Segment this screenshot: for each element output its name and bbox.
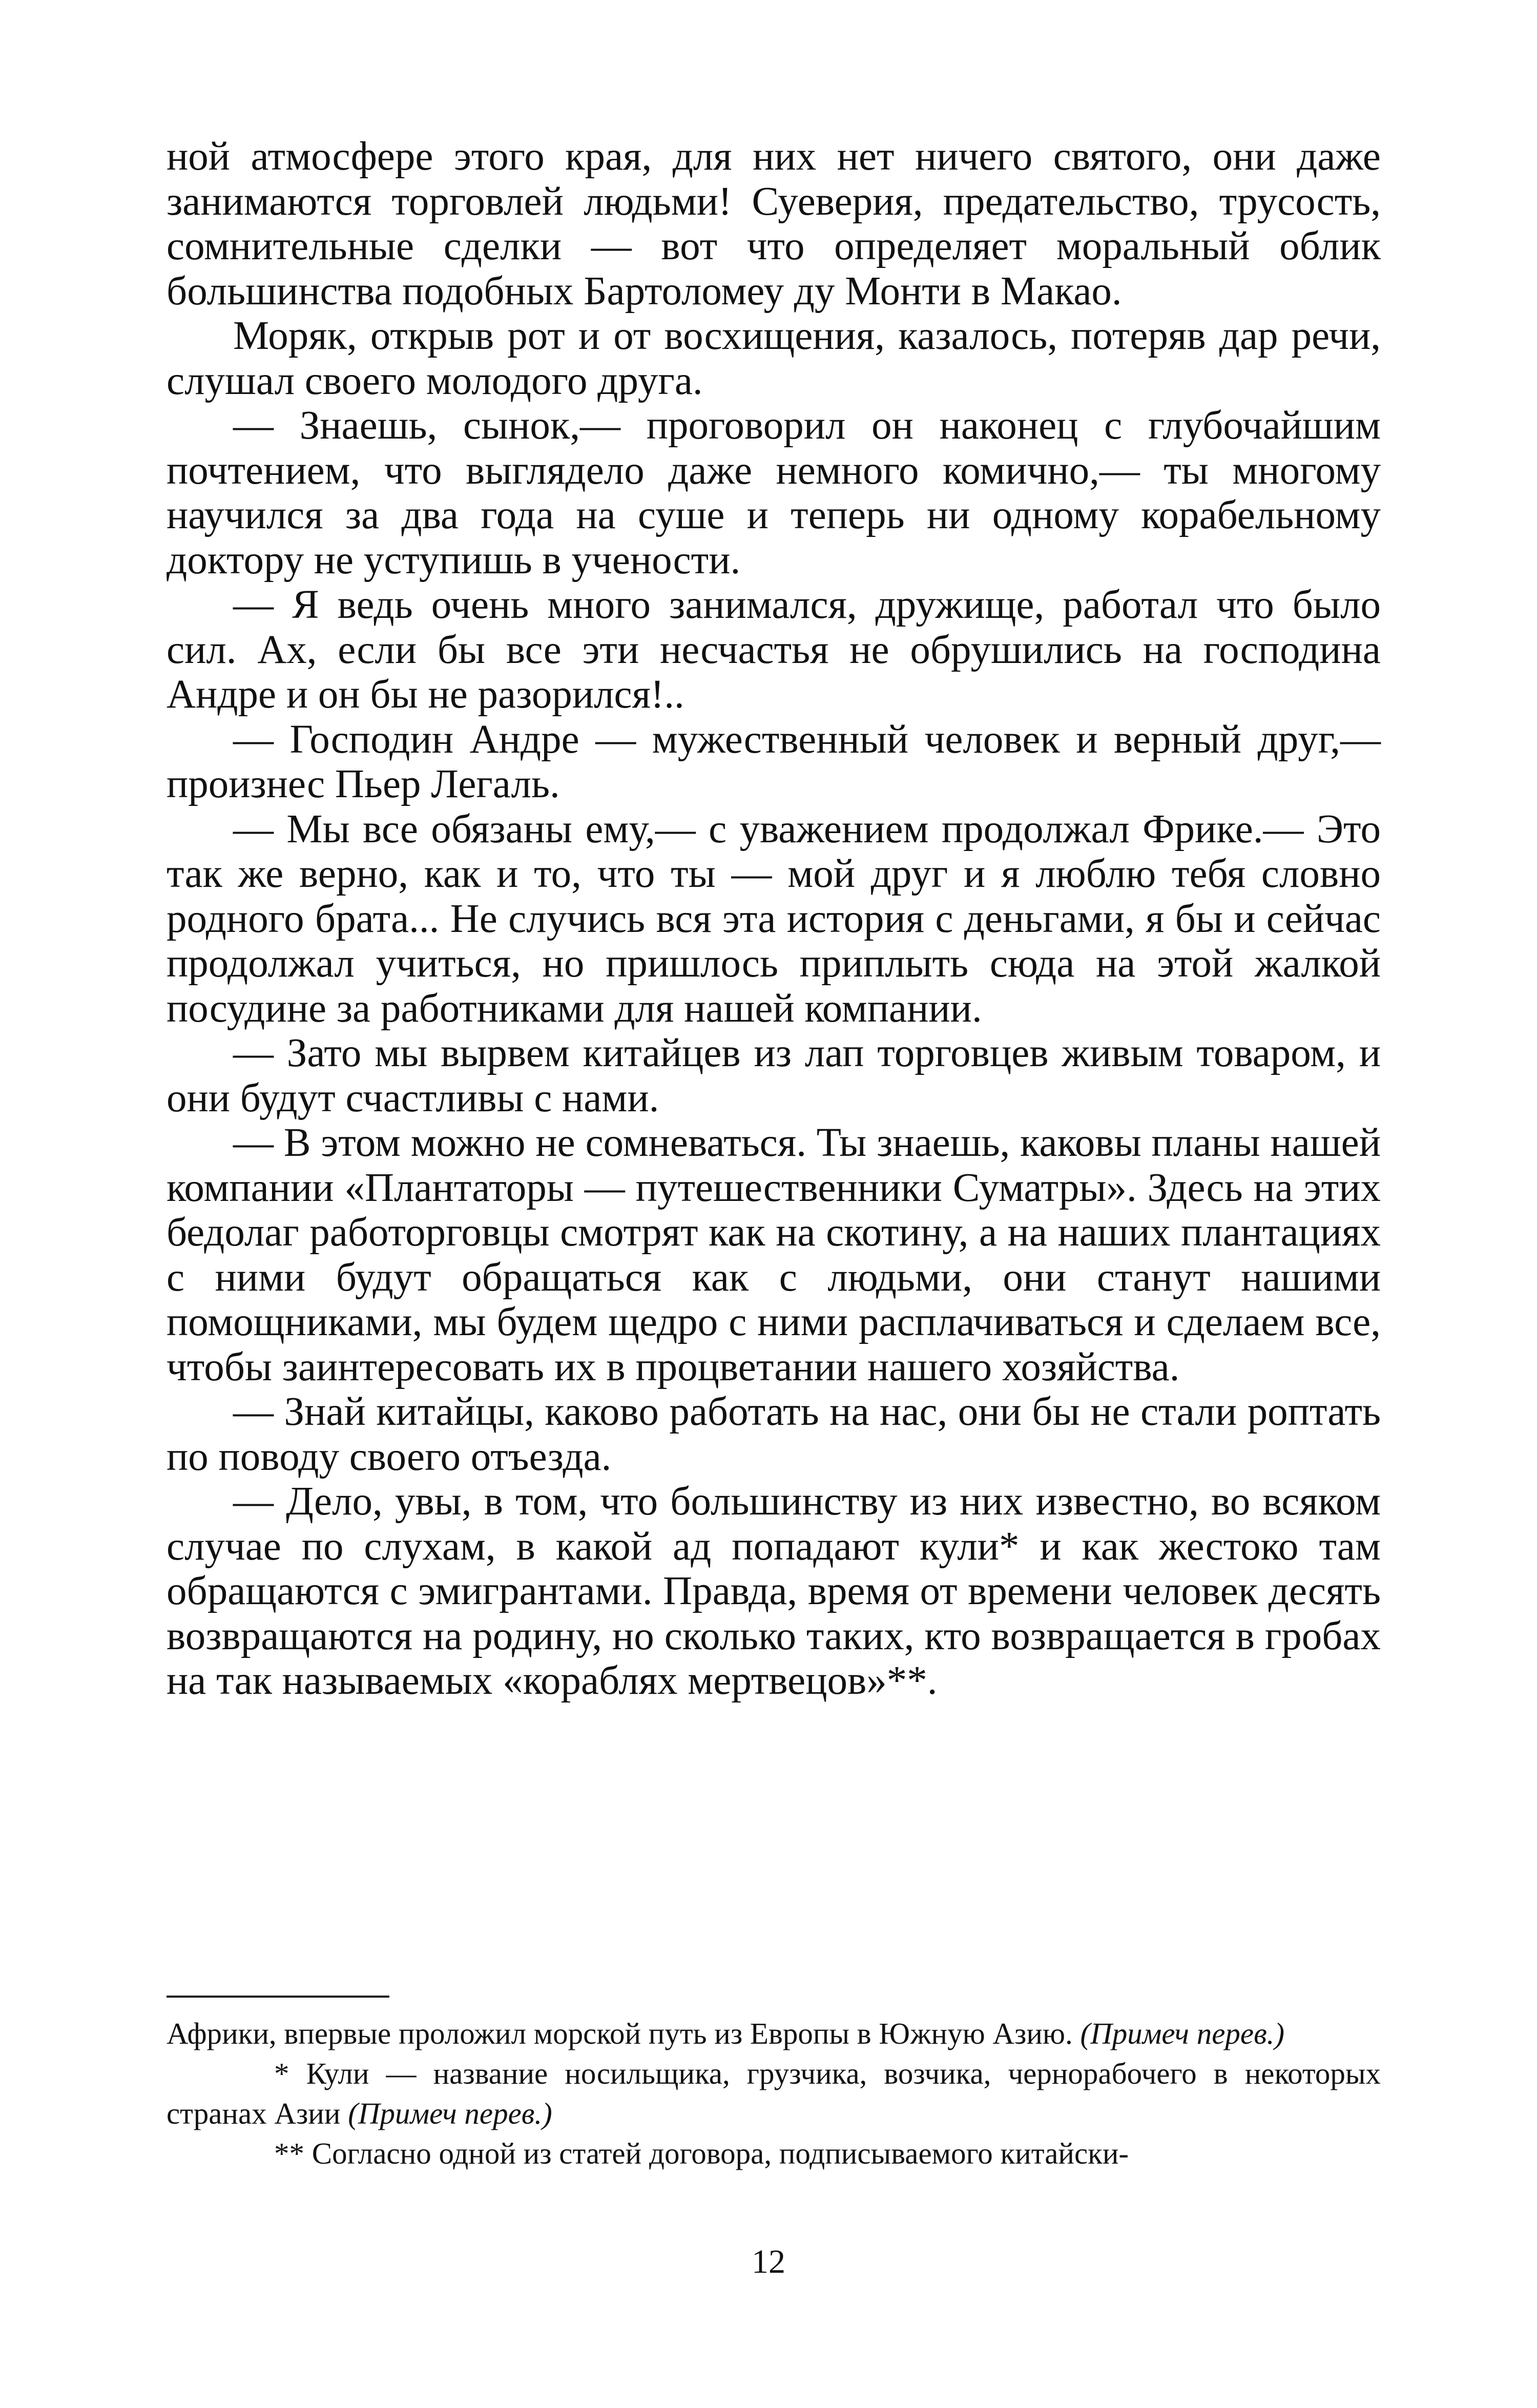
footnote-1-note: (Примеч перев.) [348, 2096, 552, 2130]
footnote-continuation [167, 2013, 1381, 2053]
paragraph-4: — Я ведь очень много занимался, дружище, работал что было сил. Ах, если бы все эти несчастья не обрушились на господина Андре и он бы не разорился!.. [167, 583, 1381, 717]
paragraph-8: — В этом можно не сомневаться. Ты знаешь, каковы планы нашей компании «Плантаторы — путешественники Суматры». Здесь на этих бедолаг работорговцы смотрят как на скотину, а на наших плантациях с ними будут обращаться как с людьми, они станут нашими помощниками, мы будем щедро с ними расплачиваться и сделаем все, чтобы заинтересовать их в процветании нашего хозяйства. [167, 1120, 1381, 1389]
paragraph-7: — Зато мы вырвем китайцев из лап торговцев живым товаром, и они будут счастливы с нами. [167, 1031, 1381, 1120]
footnote-1-text: * Кули — название носильщика, грузчика, возчика, чернорабочего в некоторых странах Азии [167, 2057, 1381, 2130]
paragraph-6: — Мы все обязаны ему,— с уважением продолжал Фрике.— Это так же верно, как и то, что ты — мой друг и я люблю тебя словно родного брата... Не случись вся эта история с деньгами, я бы и сейчас продолжал учиться, но пришлось приплыть сюда на этой жалкой посудине за работниками для нашей компании. [167, 806, 1381, 1031]
footnote-continuation-text: Африки, впервые проложил морской путь из Европы в Южную Азию. [167, 2017, 1081, 2050]
page-number: 12 [752, 2243, 785, 2280]
main-text [167, 134, 1381, 1704]
paragraph-9: — Знай китайцы, каково работать на нас, они бы не стали роптать по поводу своего отъезда. [167, 1389, 1381, 1479]
paragraph-5: — Господин Андре — мужественный человек и верный друг,— произнес Пьер Легаль. [167, 717, 1381, 806]
footnote-1 [167, 2053, 1381, 2133]
footnote-divider [167, 1996, 389, 1998]
footnote-2 [167, 2133, 1381, 2173]
paragraph-3: — Знаешь, сынок,— проговорил он наконец с глубочайшим почтением, что выглядело даже немного комично,— ты многому научился за два года на суше и теперь ни одному корабельному доктору не уступишь в учености. [167, 403, 1381, 583]
footnote-2-text: ** Согласно одной из статей договора, подписываемого китайски- [274, 2136, 1129, 2170]
paragraph-1: ной атмосфере этого края, для них нет ничего святого, они даже занимаются торговлей людьми! Суеверия, предательство, трусость, сомнительные сделки — вот что определяет моральный облик большинства подобных Бартоломеу ду Монти в Макао. [167, 134, 1381, 314]
footnotes [167, 2013, 1381, 2173]
paragraph-2: Моряк, открыв рот и от восхищения, казалось, потеряв дар речи, слушал своего молодого друга. [167, 314, 1381, 403]
footnote-continuation-note: (Примеч перев.) [1080, 2017, 1285, 2050]
paragraph-10: — Дело, увы, в том, что большинству из них известно, во всяком случае по слухам, в какой ад попадают кули* и как жестоко там обращаются с эмигрантами. Правда, время от времени человек десять возвращаются на родину, но сколько таких, кто возвращается в гробах на так называемых «кораблях мертвецов»**. [167, 1479, 1381, 1703]
